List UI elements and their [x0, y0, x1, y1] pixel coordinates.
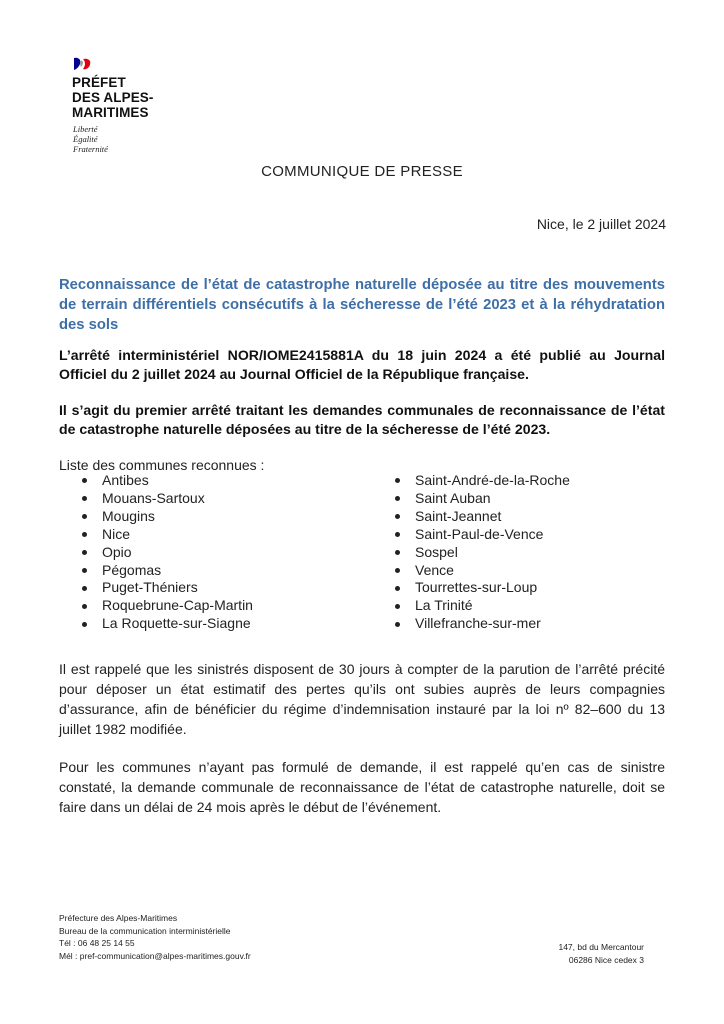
- date-line: Nice, le 2 juillet 2024: [536, 216, 666, 232]
- list-item: [395, 597, 570, 615]
- list-item: [82, 544, 253, 562]
- commune-name: Villefranche-sur-mer: [415, 615, 541, 632]
- commune-name: Saint-Paul-de-Vence: [415, 525, 544, 542]
- body-paragraph-2: Pour les communes n’ayant pas formulé de demande, il est rappelé qu’en cas de sinistre constaté, la demande communale de reconnaissance de l’état de catastrophe naturelle, doit se faire dans un délai de 24 mois après le début de l’événement.: [59, 759, 665, 815]
- prefet-line: PRÉFET: [72, 75, 126, 90]
- commune-name: Saint-Jeannet: [415, 507, 502, 524]
- list-item: [395, 472, 570, 490]
- address-line: 06286 Nice cedex 3: [568, 954, 644, 965]
- list-item: [82, 597, 253, 615]
- list-item: [82, 579, 253, 597]
- commune-name: Mouans-Sartoux: [102, 489, 205, 506]
- bullet-icon: [395, 586, 400, 591]
- commune-name: Roquebrune-Cap-Martin: [102, 597, 253, 614]
- bullet-icon: [82, 550, 87, 555]
- commune-name: Pégomas: [102, 561, 162, 578]
- bullet-icon: [395, 532, 400, 537]
- communes-list-title: Liste des communes reconnues :: [59, 457, 265, 473]
- commune-name: Saint-André-de-la-Roche: [415, 472, 570, 488]
- bullet-icon: [82, 496, 87, 501]
- bullet-icon: [395, 604, 400, 609]
- lead-paragraph-2: Il s’agit du premier arrêté traitant les demandes communales de reconnaissance de l’état de catastrophe naturelle déposées au titre de la sécheresse de l’été 2023.: [59, 402, 665, 437]
- commune-name: Vence: [415, 561, 454, 578]
- body-paragraph-1: Il est rappelé que les sinistrés disposent de 30 jours à compter de la parution de l’arrêté précité pour déposer un état estimatif des pertes qu’ils ont subies auprès de leurs compagnies d’assurance, afin de bénéficier du régime d’indemnisation instauré par la loi nº 82–600 du 13 juillet 1982 modifiée.: [59, 661, 665, 737]
- bullet-icon: [395, 514, 400, 519]
- list-item: [395, 544, 570, 562]
- bullet-icon: [82, 532, 87, 537]
- bullet-icon: [395, 622, 400, 627]
- list-item: [395, 562, 570, 580]
- bullet-icon: [82, 586, 87, 591]
- list-item: [82, 508, 253, 526]
- footer-address: [558, 941, 644, 966]
- footer-contact: [59, 912, 251, 962]
- marianne-logo-icon: [72, 57, 92, 71]
- prefet-line: MARITIMES: [72, 105, 149, 120]
- address-line: 147, bd du Mercantour: [558, 942, 644, 952]
- bullet-icon: [395, 568, 400, 573]
- commune-name: La Roquette-sur-Siagne: [102, 615, 251, 632]
- list-item: [82, 526, 253, 544]
- bullet-icon: [395, 496, 400, 501]
- commune-name: Puget-Théniers: [102, 579, 198, 596]
- list-item: [395, 526, 570, 544]
- list-item: [82, 472, 253, 490]
- headline: Reconnaissance de l’état de catastrophe naturelle déposée au titre des mouvements de terrain différentiels consécutifs à la sécheresse de l’été 2023 et à la réhydratation des sols: [59, 277, 665, 333]
- commune-name: Tourrettes-sur-Loup: [415, 579, 538, 596]
- list-item: [395, 579, 570, 597]
- republic-motto: [73, 124, 108, 154]
- motto-line: Liberté: [73, 124, 98, 134]
- motto-line: Égalité: [73, 134, 98, 144]
- footer-line: Mél : pref-communication@alpes-maritimes.gouv.fr: [59, 950, 251, 961]
- footer-line: Bureau de la communication interministérielle: [59, 925, 231, 936]
- commune-name: Antibes: [102, 472, 149, 488]
- bullet-icon: [82, 622, 87, 627]
- lead-paragraph-1: L’arrêté interministériel NOR/IOME2415881A du 18 juin 2024 a été publié au Journal Officiel du 2 juillet 2024 au Journal Officiel de la République française.: [59, 347, 665, 382]
- bullet-icon: [82, 568, 87, 573]
- commune-name: Mougins: [102, 507, 155, 524]
- bullet-icon: [395, 550, 400, 555]
- list-item: [82, 615, 253, 633]
- motto-line: Fraternité: [73, 144, 108, 154]
- prefet-line: DES ALPES-: [72, 90, 154, 105]
- list-item: [395, 508, 570, 526]
- footer-line: Tél : 06 48 25 14 55: [59, 938, 135, 949]
- list-item: [395, 490, 570, 508]
- communes-list-left: [82, 472, 253, 633]
- communes-list-right: [395, 472, 570, 633]
- prefet-name: [72, 75, 154, 120]
- bullet-icon: [395, 478, 400, 483]
- commune-name: La Trinité: [415, 597, 473, 614]
- list-item: [395, 615, 570, 633]
- bullet-icon: [82, 478, 87, 483]
- commune-name: Nice: [102, 525, 131, 542]
- bullet-icon: [82, 514, 87, 519]
- footer-line: Préfecture des Alpes-Maritimes: [59, 913, 178, 923]
- commune-name: Saint Auban: [415, 489, 491, 506]
- bullet-icon: [82, 604, 87, 609]
- list-item: [82, 490, 253, 508]
- commune-name: Opio: [102, 543, 132, 560]
- document-type: COMMUNIQUE DE PRESSE: [261, 163, 463, 180]
- list-item: [82, 562, 253, 580]
- commune-name: Sospel: [415, 543, 458, 560]
